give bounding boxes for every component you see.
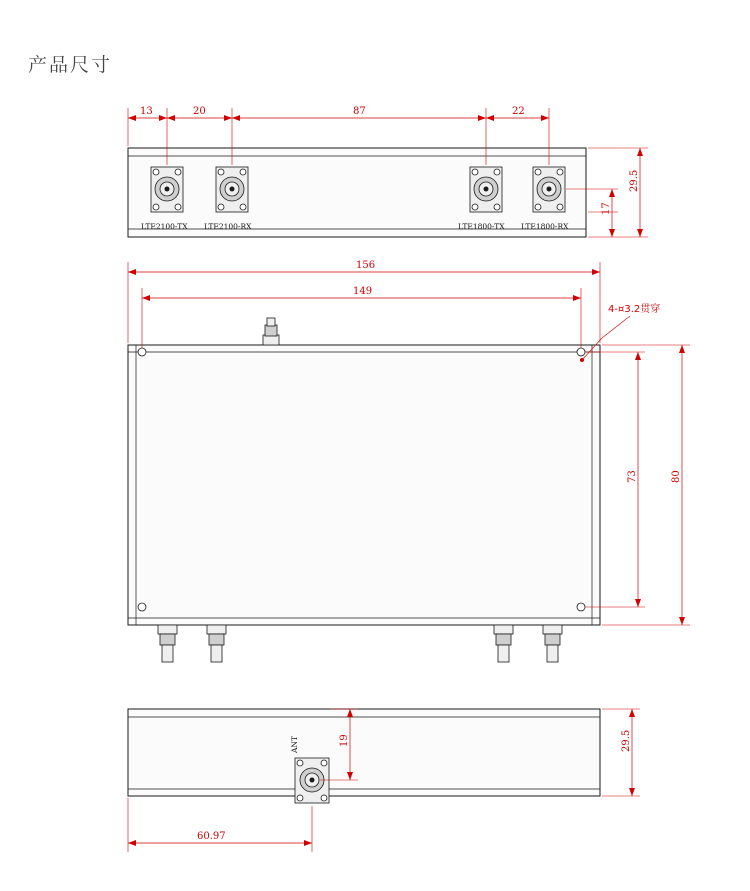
- bottom-dim-60_97-label: 60.97: [197, 831, 226, 842]
- top-connector-4: [533, 167, 565, 212]
- front-bottom-connector-2: [207, 625, 226, 662]
- bottom-dim-19-label: 19: [339, 734, 350, 747]
- front-bottom-connector-4: [543, 625, 562, 662]
- top-dim-20-label: 20: [193, 106, 206, 117]
- top-dim-87-label: 87: [353, 106, 366, 117]
- front-view-group: [128, 260, 690, 662]
- mounting-hole-tr: [577, 348, 585, 356]
- bottom-dim-29_5-label: 29.5: [621, 729, 632, 752]
- top-dim-13-label: 13: [140, 106, 153, 117]
- port-label-ant: ANT: [290, 736, 299, 753]
- top-dim-29_5-label: 29.5: [629, 169, 640, 192]
- front-ant-connector: [263, 318, 279, 345]
- port-label-lte2100-tx: LTE2100-TX: [141, 222, 188, 231]
- top-dim-17-label: 17: [601, 202, 612, 215]
- top-view-body: [128, 148, 586, 237]
- front-note-leader-dot: [580, 358, 584, 362]
- front-view-body: [128, 345, 600, 625]
- port-label-lte2100-rx: LTE2100-RX: [204, 222, 252, 231]
- top-connector-3: [470, 167, 502, 212]
- mounting-hole-tl: [138, 348, 146, 356]
- bottom-view-group: [128, 709, 640, 852]
- top-connector-1: [151, 167, 183, 212]
- bottom-ant-connector: [295, 758, 329, 803]
- top-dim-22-label: 22: [512, 106, 525, 117]
- mounting-hole-br: [577, 603, 585, 611]
- port-label-lte1800-tx: LTE1800-TX: [458, 222, 505, 231]
- mounting-hole-bl: [138, 603, 146, 611]
- top-view-group: [128, 106, 648, 237]
- front-bottom-connector-3: [494, 625, 513, 662]
- page-title: 产品尺寸: [28, 54, 113, 76]
- port-label-lte1800-rx: LTE1800-RX: [521, 222, 569, 231]
- front-bottom-connector-1: [158, 625, 177, 662]
- front-dim-149-label: 149: [353, 286, 373, 297]
- front-dim-73-label: 73: [627, 470, 638, 483]
- front-note-label: 4-¤3.2贯穿: [608, 304, 661, 315]
- top-connector-2: [216, 167, 248, 212]
- bottom-view-body: [128, 709, 600, 796]
- front-dim-80-label: 80: [671, 470, 682, 483]
- front-dim-156-label: 156: [356, 260, 376, 271]
